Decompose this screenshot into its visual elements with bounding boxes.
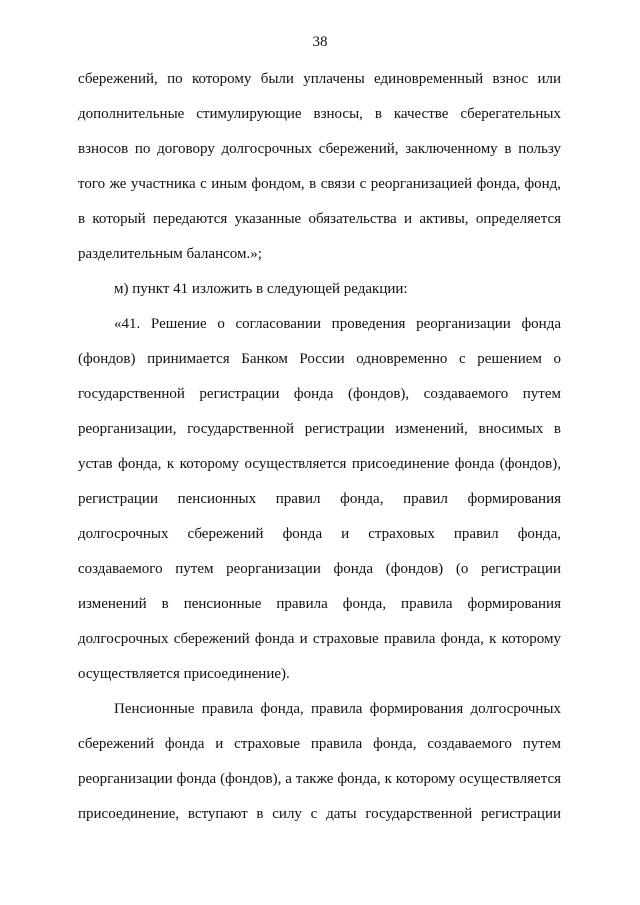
text-line-9: (фондов) принимается Банком России одновременно с решением о xyxy=(78,351,561,367)
text-line-7: м) пункт 41 изложить в следующей редакции: xyxy=(114,281,408,297)
text-line-3: взносов по договору долгосрочных сбережений, заключенному в пользу xyxy=(78,141,561,157)
text-line-6: разделительным балансом.»; xyxy=(78,246,262,262)
text-line-15: создаваемого путем реорганизации фонда (фондов) (о регистрации xyxy=(78,561,561,577)
text-line-10: государственной регистрации фонда (фондов), создаваемого путем xyxy=(78,386,561,402)
text-line-18: осуществляется присоединение). xyxy=(78,666,290,682)
text-line-21: реорганизации фонда (фондов), а также фонда, к которому осуществляется xyxy=(78,771,561,787)
text-line-14: долгосрочных сбережений фонда и страховых правил фонда, xyxy=(78,526,561,542)
text-line-16: изменений в пенсионные правила фонда, правила формирования xyxy=(78,596,561,612)
text-line-2: дополнительные стимулирующие взносы, в качестве сберегательных xyxy=(78,106,561,122)
text-line-17: долгосрочных сбережений фонда и страховые правила фонда, к которому xyxy=(78,631,561,647)
text-line-5: в который передаются указанные обязательства и активы, определяется xyxy=(78,211,561,227)
page-number: 38 xyxy=(312,34,328,50)
text-line-4: того же участника с иным фондом, в связи с реорганизацией фонда, фонд, xyxy=(78,176,561,192)
text-line-22: присоединение, вступают в силу с даты государственной регистрации xyxy=(78,806,561,822)
text-line-12: устав фонда, к которому осуществляется присоединение фонда (фондов), xyxy=(78,456,561,472)
text-line-11: реорганизации, государственной регистрации изменений, вносимых в xyxy=(78,421,561,437)
text-line-1: сбережений, по которому были уплачены единовременный взнос или xyxy=(78,71,561,87)
text-line-8: «41. Решение о согласовании проведения реорганизации фонда xyxy=(114,316,561,332)
text-line-20: сбережений фонда и страховые правила фонда, создаваемого путем xyxy=(78,736,561,752)
text-line-13: регистрации пенсионных правил фонда, правил формирования xyxy=(78,491,561,507)
text-line-19: Пенсионные правила фонда, правила формирования долгосрочных xyxy=(114,701,561,717)
